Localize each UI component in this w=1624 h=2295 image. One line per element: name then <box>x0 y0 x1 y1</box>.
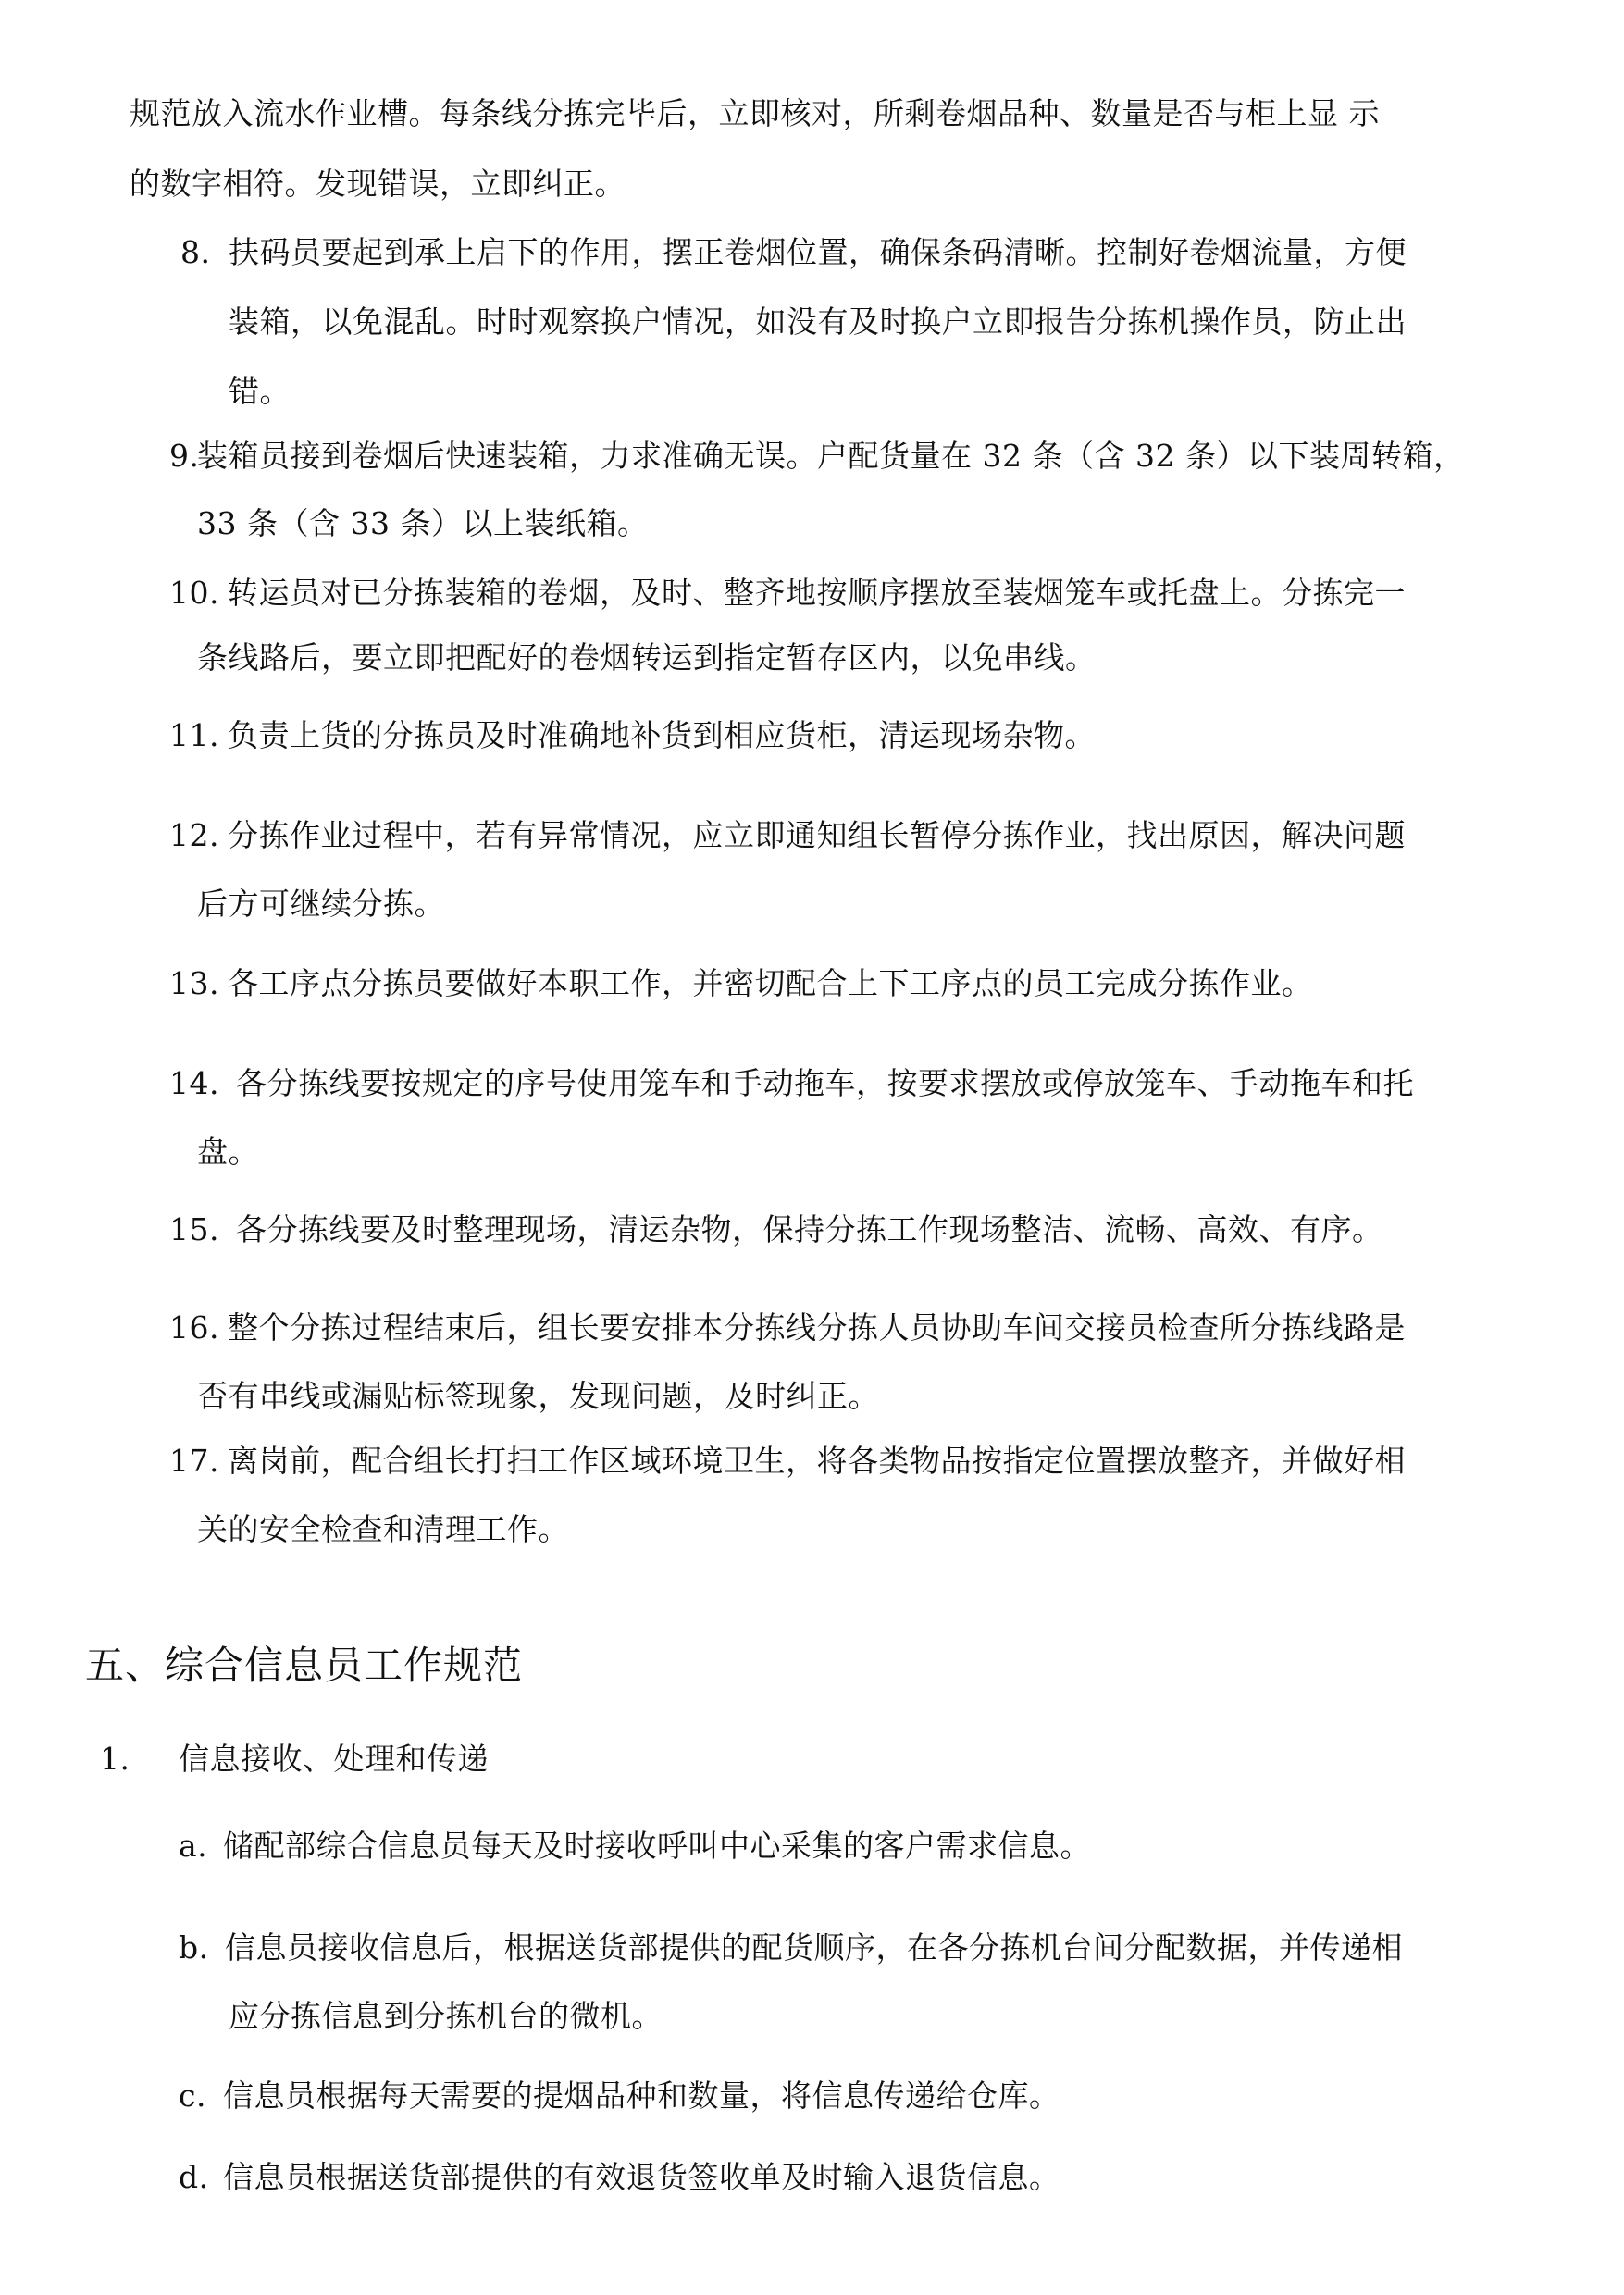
item-10-line-2: 条线路后，要立即把配好的卷烟转运到指定暂存区内，以免串线。 <box>197 639 1097 676</box>
item-17-line-1: 离岗前，配合组长打扫工作区域环境卫生，将各类物品按指定位置摆放整齐，并做好相 <box>228 1443 1406 1479</box>
intro-line-2: 的数字相符。发现错误，立即纠正。 <box>130 166 626 202</box>
point-a-letter: a. <box>179 1828 208 1864</box>
item-10-number: 10. <box>169 575 219 611</box>
item-16-number: 16. <box>169 1309 219 1346</box>
item-11-line-1: 负责上货的分拣员及时准确地补货到相应货柜，清运现场杂物。 <box>228 717 1096 753</box>
item-15-line-1: 各分拣线要及时整理现场，清运杂物，保持分拣工作现场整洁、流畅、高效、有序。 <box>236 1211 1383 1247</box>
item-17-number: 17. <box>169 1443 219 1479</box>
item-14-line-1: 各分拣线要按规定的序号使用笼车和手动拖车，按要求摆放或停放笼车、手动拖车和托 <box>236 1065 1414 1101</box>
item-16-line-1: 整个分拣过程结束后，组长要安排本分拣线分拣人员协助车间交接员检查所分拣线路是 <box>228 1309 1406 1346</box>
section-heading: 五、综合信息员工作规范 <box>85 1643 524 1688</box>
point-c-letter: c. <box>179 2078 206 2114</box>
item-16-line-2: 否有串线或漏贴标签现象，发现问题，及时纠正。 <box>197 1378 879 1414</box>
item-17-line-2: 关的安全检查和清理工作。 <box>197 1511 569 1547</box>
item-9-line-1: 装箱员接到卷烟后快速装箱，力求准确无误。户配货量在 32 条（含 32 条）以下装周转箱， <box>197 438 1465 474</box>
subsection-number: 1. <box>100 1741 130 1777</box>
intro-line-1: 规范放入流水作业槽。每条线分拣完毕后，立即核对，所剩卷烟品种、数量是否与柜上显 示 <box>130 95 1380 131</box>
point-c-line-1: 信息员根据每天需要的提烟品种和数量，将信息传递给仓库。 <box>223 2078 1060 2114</box>
item-10-line-1: 转运员对已分拣装箱的卷烟，及时、整齐地按顺序摆放至装烟笼车或托盘上。分拣完一 <box>228 575 1406 611</box>
item-12-line-2: 后方可继续分拣。 <box>197 886 445 922</box>
item-8-line-3: 错。 <box>229 373 291 409</box>
point-d-letter: d. <box>179 2159 209 2195</box>
point-b-letter: b. <box>179 1929 209 1966</box>
point-d-line-1: 信息员根据送货部提供的有效退货签收单及时输入退货信息。 <box>223 2159 1060 2195</box>
item-9-number: 9. <box>169 438 200 474</box>
item-14-line-2: 盘。 <box>197 1134 259 1170</box>
item-11-number: 11. <box>169 717 219 753</box>
item-9-line-2: 33 条（含 33 条）以上装纸箱。 <box>197 505 649 541</box>
point-a-line-1: 储配部综合信息员每天及时接收呼叫中心采集的客户需求信息。 <box>223 1828 1091 1864</box>
item-14-number: 14. <box>169 1065 219 1101</box>
item-8-line-1: 扶码员要起到承上启下的作用，摆正卷烟位置，确保条码清晰。控制好卷烟流量，方便 <box>229 234 1407 270</box>
point-b-line-1: 信息员接收信息后，根据送货部提供的配货顺序，在各分拣机台间分配数据，并传递相 <box>225 1929 1403 1966</box>
subsection-title: 信息接收、处理和传递 <box>179 1741 489 1777</box>
item-12-line-1: 分拣作业过程中，若有异常情况，应立即通知组长暂停分拣作业，找出原因，解决问题 <box>228 817 1406 853</box>
item-8-number: 8. <box>180 234 211 270</box>
point-b-line-2: 应分拣信息到分拣机台的微机。 <box>229 1998 663 2034</box>
item-13-number: 13. <box>169 965 219 1001</box>
item-15-number: 15. <box>169 1211 219 1247</box>
item-13-line-1: 各工序点分拣员要做好本职工作，并密切配合上下工序点的员工完成分拣作业。 <box>228 965 1313 1001</box>
item-12-number: 12. <box>169 817 219 853</box>
item-8-line-2: 装箱，以免混乱。时时观察换户情况，如没有及时换户立即报告分拣机操作员，防止出 <box>229 304 1407 340</box>
